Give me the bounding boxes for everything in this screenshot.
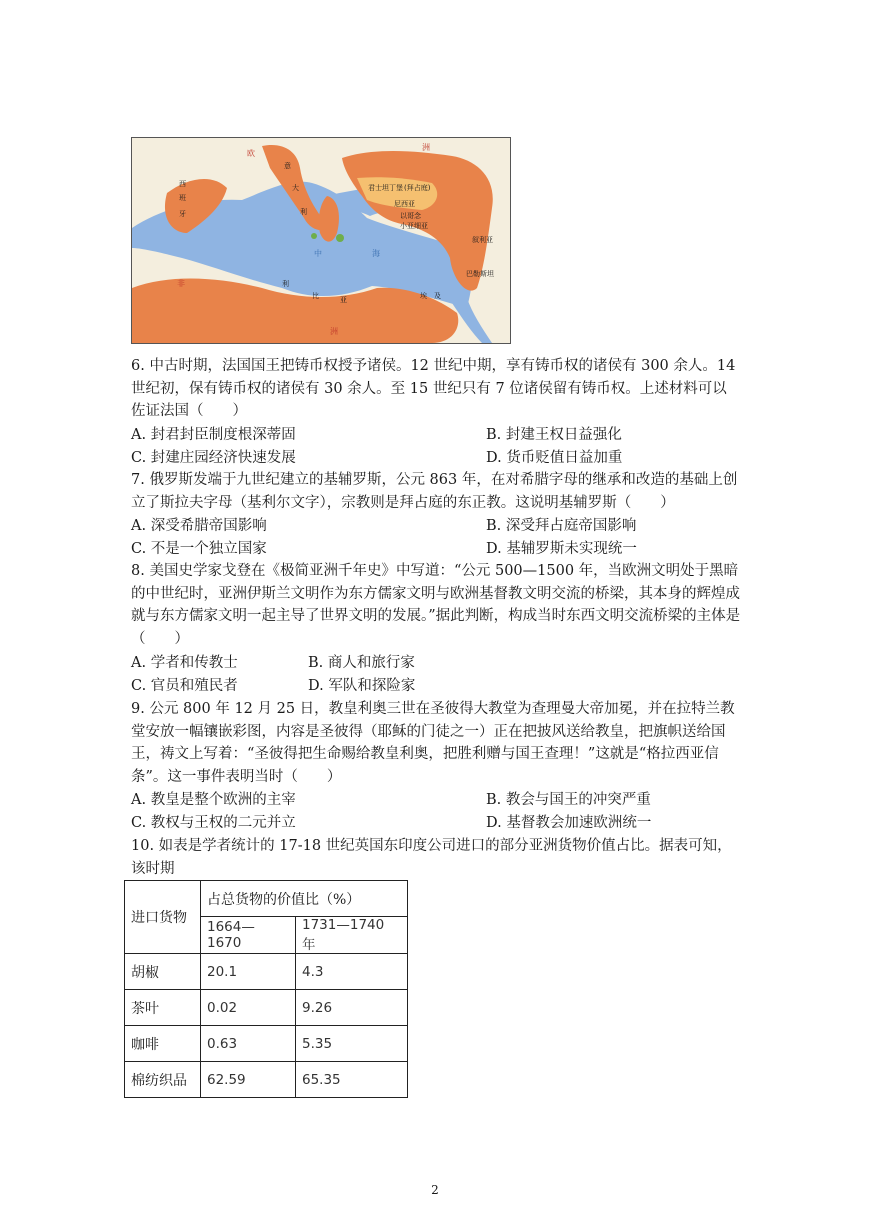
map-label-sea-2: 海 <box>372 249 380 258</box>
table-cell-item: 茶叶 <box>125 990 201 1026</box>
map-label-nicaea: 尼西亚 <box>394 200 415 208</box>
table-cell-value-1: 62.59 <box>201 1062 296 1098</box>
page-number: 2 <box>431 1183 439 1197</box>
map-label-europe: 欧 <box>247 149 255 158</box>
map-label-spain-1: 西 <box>179 180 186 188</box>
table-cell-item: 咖啡 <box>125 1026 201 1062</box>
question-8-option-a[interactable]: A. 学者和传教士 <box>131 655 238 671</box>
table-header-goods: 进口货物 <box>125 881 201 954</box>
map-label-egypt-2: 及 <box>434 292 441 300</box>
question-6-option-d[interactable]: D. 货币贬值日益加重 <box>486 450 623 466</box>
table-row <box>125 1062 408 1098</box>
map-label-italy-2: 大 <box>292 184 299 192</box>
map-label-libya-1: 利 <box>282 280 289 288</box>
table-cell-item: 棉纺织品 <box>125 1062 201 1098</box>
question-10-stem: 10. 如表是学者统计的 17-18 世纪英国东印度公司进口的部分亚洲货物价值占比。据表可知，该时期 <box>131 838 732 877</box>
table-cell-value-2: 5.35 <box>296 1026 408 1062</box>
table-header-period-2: 1731—1740 年 <box>296 917 408 954</box>
question-7-stem: 7. 俄罗斯发端于九世纪建立的基辅罗斯，公元 863 年，在对希腊字母的继承和改造的基础上创立了斯拉夫字母（基利尔文字），宗教则是拜占庭的东正教。这说明基辅罗斯（ ） <box>131 472 738 511</box>
table-cell-value-2: 4.3 <box>296 954 408 990</box>
question-6-stem: 6. 中古时期，法国国王把铸币权授予诸侯。12 世纪中期，享有铸币权的诸侯有 300 余人。14 世纪初，保有铸币权的诸侯有 30 余人。至 15 世纪只有 7 位诸侯留有铸币权。上述材料可以佐证法国（ ） <box>131 358 736 419</box>
table-row <box>125 990 408 1026</box>
map-label-constantinople: 君士坦丁堡 <box>368 184 403 192</box>
question-8-stem: 8. 美国史学家戈登在《极简亚洲千年史》中写道：“公元 500—1500 年，当欧洲文明处于黑暗的中世纪时，亚洲伊斯兰文明作为东方儒家文明与欧洲基督教文明交流的桥梁，其本身的辉煌成就与东方儒家文明一起主导了世界文明的发展。”据此判断，构成当时东西文明交流桥梁的主体是（ ） <box>131 563 741 647</box>
question-9-option-a[interactable]: A. 教皇是整个欧洲的主宰 <box>131 792 296 808</box>
map-label-constantinople-note: (拜占庭) <box>404 184 431 192</box>
question-9-option-d[interactable]: D. 基督教会加速欧洲统一 <box>486 815 652 831</box>
byzantine-empire-map <box>131 137 511 344</box>
question-7-option-d[interactable]: D. 基辅罗斯未实现统一 <box>486 541 637 557</box>
map-label-konya: 以哥念 <box>400 212 421 220</box>
map-label-europe-2: 洲 <box>422 143 430 152</box>
table-header-period-1: 1664—1670 <box>201 917 296 954</box>
table-row <box>125 1026 408 1062</box>
import-goods-table <box>124 880 408 1098</box>
table-cell-value-1: 0.63 <box>201 1026 296 1062</box>
map-label-libya-2: 比 <box>312 292 319 300</box>
map-label-italy-3: 利 <box>300 208 307 216</box>
map-label-africa: 非 <box>177 279 185 288</box>
map-label-spain-3: 牙 <box>179 210 186 218</box>
table-cell-value-1: 20.1 <box>201 954 296 990</box>
map-label-libya-3: 亚 <box>340 296 347 304</box>
map-label-italy-1: 意 <box>284 162 291 170</box>
question-9-stem: 9. 公元 800 年 12 月 25 日，教皇利奥三世在圣彼得大教堂为查理曼大帝加冕，并在拉特兰教堂安放一幅镶嵌彩图，内容是圣彼得（耶稣的门徒之一）正在把披风送给教皇，把旗帜送给国王，祷文上写着：“圣彼得把生命赐给教皇利奥，把胜利赠与国王查理！”这就是“格拉西亚信条”。这一事件表明当时（ ） <box>131 701 735 785</box>
question-9-option-c[interactable]: C. 教权与王权的二元并立 <box>131 815 296 831</box>
question-8-option-b[interactable]: B. 商人和旅行家 <box>308 655 415 671</box>
question-9-option-b[interactable]: B. 教会与国王的冲突严重 <box>486 792 651 808</box>
map-svg <box>132 138 510 343</box>
table-cell-value-1: 0.02 <box>201 990 296 1026</box>
map-label-spain-2: 班 <box>179 194 186 202</box>
question-8-option-c[interactable]: C. 官员和殖民者 <box>131 678 238 694</box>
table-row <box>125 954 408 990</box>
map-label-asia-minor: 小亚细亚 <box>400 222 428 230</box>
map-label-sea-1: 中 <box>314 249 322 258</box>
map-label-egypt-1: 埃 <box>420 292 427 300</box>
table-cell-value-2: 9.26 <box>296 990 408 1026</box>
question-6-option-b[interactable]: B. 封建王权日益强化 <box>486 427 622 443</box>
table-cell-value-2: 65.35 <box>296 1062 408 1098</box>
map-label-zhou: 洲 <box>330 327 338 336</box>
question-8-option-d[interactable]: D. 军队和探险家 <box>308 678 416 694</box>
table-cell-item: 胡椒 <box>125 954 201 990</box>
question-7-option-a[interactable]: A. 深受希腊帝国影响 <box>131 518 267 534</box>
question-7-option-b[interactable]: B. 深受拜占庭帝国影响 <box>486 518 637 534</box>
map-label-syria: 叙利亚 <box>472 236 493 244</box>
map-label-palestine: 巴勒斯坦 <box>466 270 494 278</box>
question-6-option-c[interactable]: C. 封建庄园经济快速发展 <box>131 450 296 466</box>
question-7-option-c[interactable]: C. 不是一个独立国家 <box>131 541 267 557</box>
question-6-option-a[interactable]: A. 封君封臣制度根深蒂固 <box>131 427 296 443</box>
table-header-value-share: 占总货物的价值比（%） <box>201 881 408 917</box>
